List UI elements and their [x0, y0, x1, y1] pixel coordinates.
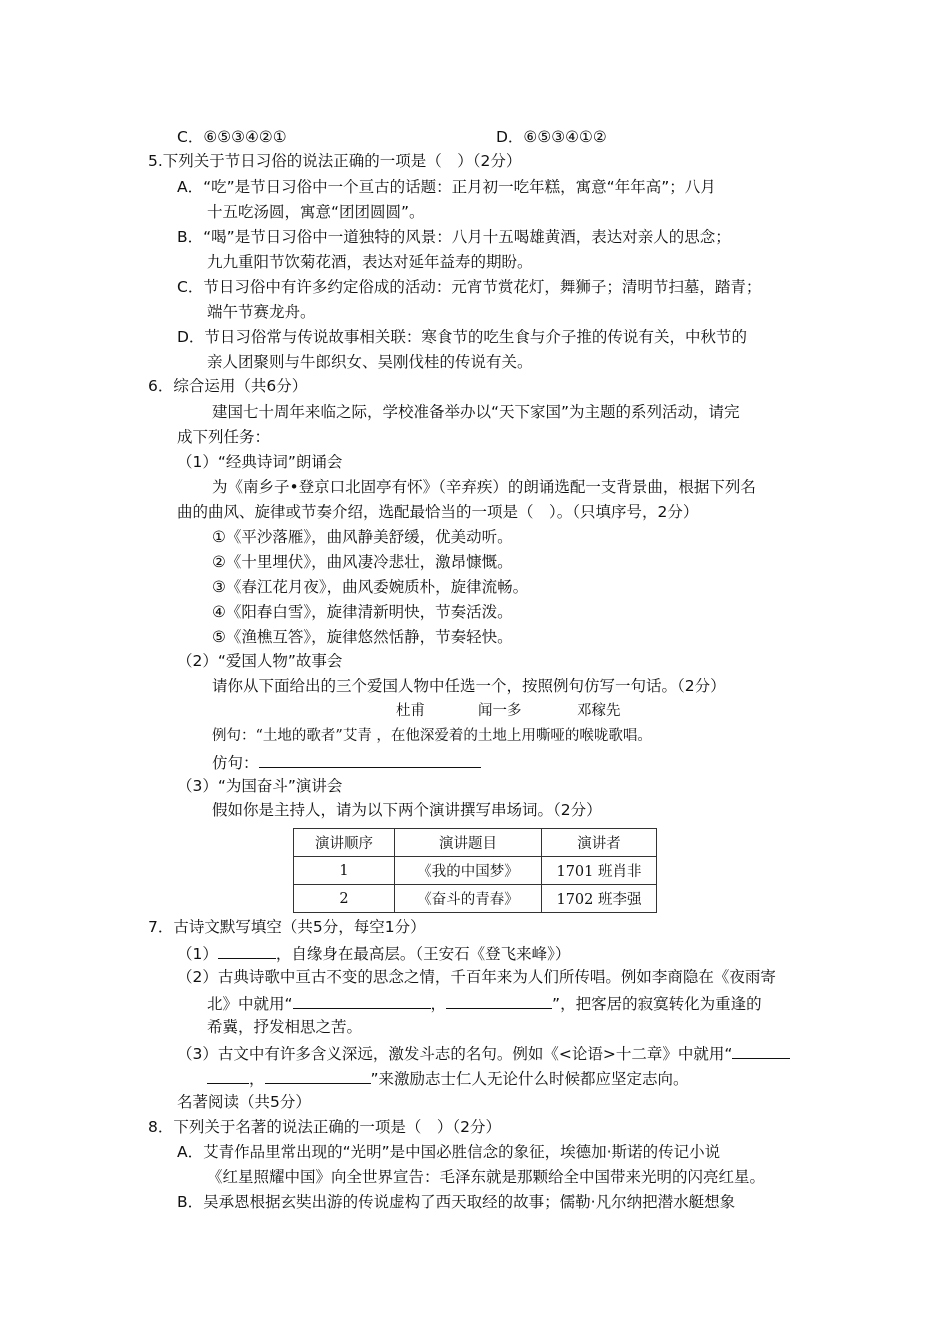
question-6-stem: 6．综合运用（共6分） — [148, 377, 308, 395]
q6-part3-title: （3）“为国奋斗”演讲会 — [177, 777, 343, 795]
song-option: ③《春江花月夜》，曲风委婉质朴，旋律流畅。 — [212, 578, 529, 596]
q6-part2-text: 请你从下面给出的三个爱国人物中任选一个，按照例句仿写一句话。（2分） — [212, 677, 726, 695]
table-row — [294, 885, 657, 913]
table-header-row — [294, 829, 657, 857]
q7-part1-suffix: ，自缘身在最高层。（王安石《登飞来峰》） — [275, 945, 571, 963]
table-cell: 1 — [294, 857, 395, 885]
table-header: 演讲顺序 — [294, 829, 395, 857]
song-option: ②《十里埋伏》，曲风凄冷悲壮，激昂慷慨。 — [212, 553, 513, 571]
table-cell: 2 — [294, 885, 395, 913]
q7-part2-line2 — [207, 992, 762, 1014]
table-cell: 《我的中国梦》 — [395, 857, 542, 885]
imitate-label-text: 仿句： — [212, 754, 259, 772]
table-header: 演讲者 — [542, 829, 657, 857]
q7-part1 — [177, 942, 570, 964]
q7-blank-2[interactable] — [293, 992, 431, 1009]
q5-option-a-line1: A．“吃”是节日习俗中一个亘古的话题：正月初一吃年糕，寓意“年年高”；八月 — [177, 178, 716, 196]
q7-blank-3[interactable] — [446, 992, 552, 1009]
q7-part2-c: ”，把客居的寂寞转化为重逢的 — [552, 995, 762, 1013]
q7-part3-b: ”来激励志士仁人无论什么时候都应坚定志向。 — [370, 1070, 689, 1088]
q6-part1-title: （1）“经典诗词”朗诵会 — [177, 453, 343, 471]
option-c: C．⑥⑤③④②① — [177, 128, 287, 146]
imitate-label — [212, 751, 481, 773]
table-cell: 1702 班李强 — [542, 885, 657, 913]
q7-part1-prefix: （1） — [177, 945, 218, 963]
person-name: 杜甫 — [396, 703, 425, 719]
q6-part1-text-line1: 为《南乡子•登京口北固亭有怀》（辛弃疾）的朗诵选配一支背景曲，根据下列名 — [212, 478, 756, 496]
q6-part2-title: （2）“爱国人物”故事会 — [177, 652, 343, 670]
question-7-stem: 7．古诗文默写填空（共5分，每空1分） — [148, 918, 426, 936]
q7-part3-line1 — [177, 1042, 790, 1064]
q7-part3-text: （3）古文中有许多含义深远，激发斗志的名句。例如《<论语>十二章》中就用“ — [177, 1045, 733, 1063]
q7-part2-a: 北》中就用“ — [207, 995, 293, 1013]
q6-part1-text-line2: 曲的曲风、旋律或节奏介绍，选配最恰当的一项是（ ）。（只填序号，2分） — [177, 503, 699, 521]
q6-intro-line2: 成下列任务： — [177, 428, 271, 446]
q7-part3-line2 — [207, 1067, 689, 1089]
q5-option-b-line2: 九九重阳节饮菊花酒，表达对延年益寿的期盼。 — [207, 253, 533, 271]
q5-option-b-line1: B．“喝”是节日习俗中一道独特的风景：八月十五喝雄黄酒，表达对亲人的思念； — [177, 228, 731, 246]
person-name: 邓稼先 — [577, 703, 621, 719]
q7-blank-4a[interactable] — [732, 1042, 790, 1059]
q8-option-a-line1: A．艾青作品里常出现的“光明”是中国必胜信念的象征，埃德加·斯诺的传记小说 — [177, 1143, 721, 1161]
q7-blank-5[interactable] — [265, 1067, 371, 1084]
song-option: ⑤《渔樵互答》，旋律悠然恬静，节奏轻快。 — [212, 628, 513, 646]
q5-option-a-line2: 十五吃汤圆，寓意“团团圆圆”。 — [207, 203, 425, 221]
question-8-stem: 8．下列关于名著的说法正确的一项是（ ）（2分） — [148, 1118, 501, 1136]
speech-table — [293, 828, 657, 913]
q7-part2-line1: （2）古典诗歌中亘古不变的思念之情，千百年来为人们所传唱。例如李商隐在《夜雨寄 — [177, 968, 776, 986]
option-d: D．⑥⑤③④①② — [496, 128, 607, 146]
q7-part2-b: ， — [430, 995, 447, 1013]
q6-intro-line1: 建国七十周年来临之际，学校准备举办以“天下家国”为主题的系列活动，请完 — [212, 403, 740, 421]
q5-option-d-line1: D．节日习俗常与传说故事相关联：寒食节的吃生食与介子推的传说有关，中秋节的 — [177, 328, 747, 346]
q5-option-d-line2: 亲人团聚则与牛郎织女、吴刚伐桂的传说有关。 — [207, 353, 533, 371]
q7-blank-4b[interactable] — [207, 1067, 249, 1084]
table-row — [294, 857, 657, 885]
q7-blank-1[interactable] — [218, 942, 276, 959]
q8-option-b-line1: B．吴承恩根据玄奘出游的传说虚构了西天取经的故事；儒勒·凡尔纳把潜水艇想象 — [177, 1193, 736, 1211]
reading-heading: 名著阅读（共5分） — [177, 1093, 311, 1111]
person-name: 闻一多 — [478, 703, 522, 719]
q5-option-c-line1: C．节日习俗中有许多约定俗成的活动：元宵节赏花灯，舞狮子；清明节扫墓，踏青； — [177, 278, 762, 296]
table-cell: 1701 班肖非 — [542, 857, 657, 885]
q7-part2-line3: 希冀，抒发相思之苦。 — [207, 1018, 363, 1036]
q8-option-a-line2: 《红星照耀中国》向全世界宣告：毛泽东就是那颗给全中国带来光明的闪亮红星。 — [207, 1168, 766, 1186]
question-5-stem: 5.下列关于节日习俗的说法正确的一项是（ ）（2分） — [148, 152, 522, 170]
example-sentence: 例句：“土地的歌者”艾青 ，在他深爱着的土地上用嘶哑的喉咙歌唱。 — [212, 728, 652, 744]
song-option: ①《平沙落雁》，曲风静美舒缓，优美动听。 — [212, 528, 513, 546]
q7-part3-a: ， — [249, 1070, 265, 1088]
imitate-answer-blank[interactable] — [259, 751, 481, 768]
q5-option-c-line2: 端午节赛龙舟。 — [207, 303, 316, 321]
song-option: ④《阳春白雪》，旋律清新明快，节奏活泼。 — [212, 603, 513, 621]
table-cell: 《奋斗的青春》 — [395, 885, 542, 913]
q6-part3-text: 假如你是主持人，请为以下两个演讲撰写串场词。（2分） — [212, 801, 602, 819]
table-header: 演讲题目 — [395, 829, 542, 857]
